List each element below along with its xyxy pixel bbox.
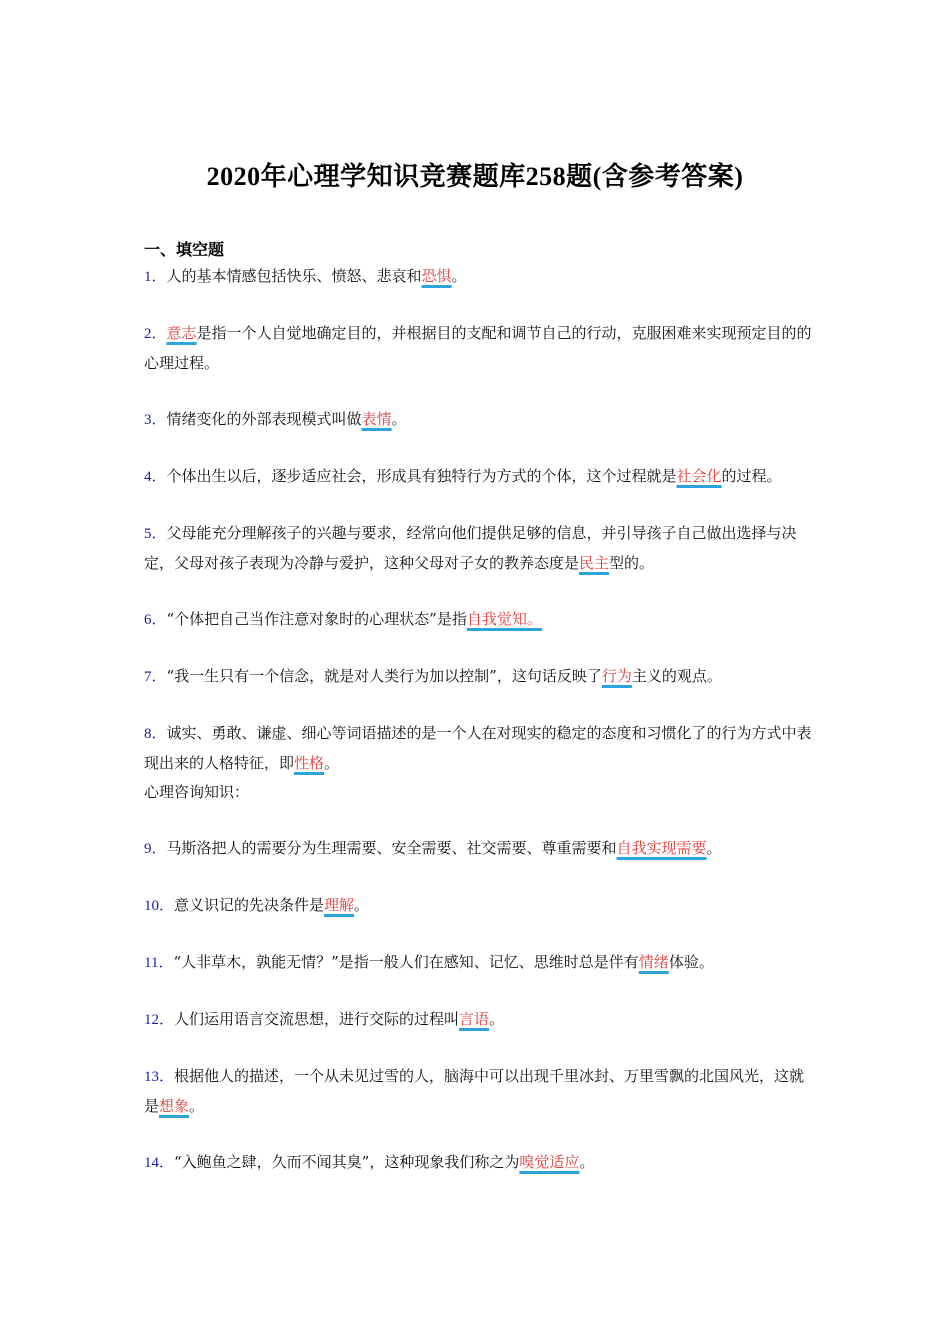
question-item xyxy=(144,405,812,435)
question-text: 人们运用语言交流思想，进行交际的过程叫 xyxy=(174,1010,460,1028)
question-text-tail: 型的。 xyxy=(609,554,655,572)
answer-text: 性格 xyxy=(294,754,325,772)
answer-text: 恐惧 xyxy=(421,267,452,285)
question-number: 5． xyxy=(144,526,167,542)
question-text-tail: 。 xyxy=(451,267,467,285)
question-number: 9． xyxy=(144,841,167,857)
answer-text: 理解 xyxy=(324,896,355,914)
question-number: 2． xyxy=(144,326,167,342)
question-text: “人非草木，孰能无情？”是指一般人们在感知、记忆、思维时总是伴有 xyxy=(173,953,639,971)
question-item xyxy=(144,948,812,978)
question-text-tail: 。 xyxy=(706,839,722,857)
question-item xyxy=(144,319,812,378)
question-item xyxy=(144,1005,812,1035)
question-item xyxy=(144,605,812,635)
answer-text: 嗅觉适应 xyxy=(519,1153,580,1171)
question-list xyxy=(144,262,812,1205)
question-text: 情绪变化的外部表现模式叫做 xyxy=(166,410,362,428)
question-text: 马斯洛把人的需要分为生理需要、安全需要、社交需要、尊重需要和 xyxy=(166,839,617,857)
question-item xyxy=(144,519,812,578)
question-item xyxy=(144,834,812,864)
question-number: 12． xyxy=(144,1012,175,1028)
question-text: 个体出生以后，逐步适应社会，形成具有独特行为方式的个体，这个过程就是 xyxy=(166,467,677,485)
question-text-tail: 主义的观点。 xyxy=(631,667,722,685)
question-text: 诚实、勇敢、谦虚、细心等词语描述的是一个人在对现实的稳定的态度和习惯化了的行为方式中表现出来的人格特征，即 xyxy=(144,724,812,772)
question-item xyxy=(144,262,812,292)
question-number: 10． xyxy=(144,898,175,914)
question-text-tail: 。 xyxy=(579,1153,595,1171)
question-number: 3． xyxy=(144,412,167,428)
answer-text: 行为 xyxy=(601,667,632,685)
answer-text: 情绪 xyxy=(638,953,669,971)
answer-text: 社会化 xyxy=(676,467,722,485)
question-text: “个体把自己当作注意对象时的心理状态”是指 xyxy=(166,610,467,628)
answer-text: 自我实现需要 xyxy=(616,839,707,857)
question-text-tail: 是指一个人自觉地确定目的，并根据目的支配和调节自己的行动，克服困难来实现预定目的的心理过程。 xyxy=(144,324,812,372)
question-text: “入鲍鱼之肆，久而不闻其臭”，这种现象我们称之为 xyxy=(174,1153,520,1171)
question-number: 11． xyxy=(144,955,174,971)
question-text: 意义识记的先决条件是 xyxy=(174,896,325,914)
question-number: 1． xyxy=(144,269,167,285)
question-text-tail: 。 xyxy=(489,1010,505,1028)
question-number: 14． xyxy=(144,1155,175,1171)
answer-text: 想象 xyxy=(159,1097,190,1115)
answer-text: 民主 xyxy=(579,554,610,572)
question-text-tail: 。 xyxy=(189,1097,205,1115)
question-number: 7． xyxy=(144,669,167,685)
question-number: 6． xyxy=(144,612,167,628)
question-item xyxy=(144,1148,812,1178)
question-text: 人的基本情感包括快乐、愤怒、悲哀和 xyxy=(166,267,422,285)
question-text-tail: 。 xyxy=(324,754,340,772)
question-number: 8． xyxy=(144,726,167,742)
subheading: 心理咨询知识： xyxy=(144,783,250,801)
question-item xyxy=(144,719,812,778)
section-heading: 一、填空题 xyxy=(144,240,225,259)
question-text-tail: 。 xyxy=(354,896,370,914)
answer-text: 言语 xyxy=(459,1010,490,1028)
question-text-tail: 体验。 xyxy=(668,953,714,971)
answer-text: 意志 xyxy=(166,324,197,342)
question-item xyxy=(144,462,812,492)
question-item xyxy=(144,662,812,692)
question-item xyxy=(144,1062,812,1121)
answer-text: 自我觉知。 xyxy=(466,610,542,628)
document-title: 2020年心理学知识竞赛题库258题(含参考答案) xyxy=(206,162,744,191)
question-number: 13． xyxy=(144,1069,175,1085)
question-text: 根据他人的描述，一个从未见过雪的人，脑海中可以出现千里冰封、万里雪飘的北国风光，这就是 xyxy=(144,1067,805,1115)
question-item xyxy=(144,891,812,921)
question-text-tail: 的过程。 xyxy=(721,467,782,485)
answer-text: 表情 xyxy=(361,410,392,428)
question-number: 4． xyxy=(144,469,167,485)
question-text: 父母能充分理解孩子的兴趣与要求，经常向他们提供足够的信息，并引导孩子自己做出选择与决定，父母对孩子表现为冷静与爱护，这种父母对子女的教养态度是 xyxy=(144,524,797,572)
question-text: “我一生只有一个信念，就是对人类行为加以控制”，这句话反映了 xyxy=(166,667,602,685)
question-text-tail: 。 xyxy=(391,410,407,428)
